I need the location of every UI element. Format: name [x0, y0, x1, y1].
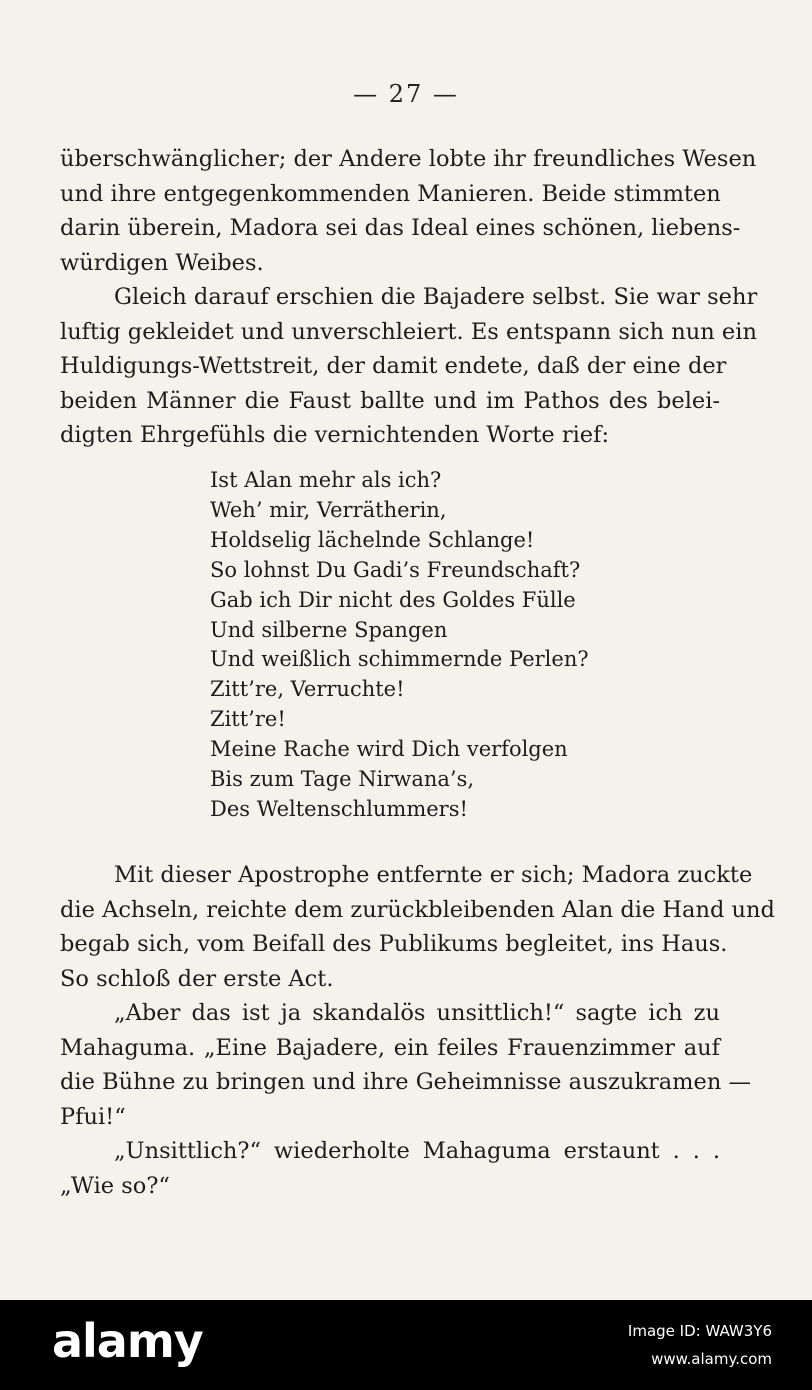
verse-line: Gab ich Dir nicht des Goldes Fülle — [210, 587, 576, 612]
text-line: beiden Männer die Faust ballte und im Pathos des belei- — [60, 387, 720, 414]
verse-line: Weh’ mir, Verrätherin, — [210, 497, 447, 522]
text-line: So schloß der erste Act. — [60, 965, 334, 992]
page-number: — 27 — — [353, 80, 459, 108]
text-line: überschwänglicher; der Andere lobte ihr freundliches Wesen — [60, 146, 757, 172]
text-line: begab sich, vom Beifall des Publikums begleitet, ins Haus. — [60, 931, 728, 958]
text-line: luftig gekleidet und unverschleiert. Es entspann sich nun ein — [60, 318, 757, 345]
verse-block — [210, 466, 589, 825]
alamy-logo: alamy — [52, 1314, 203, 1368]
text-line: „Aber das ist ja skandalös unsittlich!“ sagte ich zu — [114, 1000, 720, 1026]
text-line: die Bühne zu bringen und ihre Geheimnisse auszukramen — — [60, 1069, 751, 1096]
text-line: darin überein, Madora sei das Ideal eines schönen, liebens- — [60, 215, 741, 242]
text-line: „Unsittlich?“ wiederholte Mahaguma erstaunt . . . — [114, 1138, 720, 1164]
verse-line: Holdselig lächelnde Schlange! — [210, 527, 535, 552]
verse-line: Zitt’re! — [210, 707, 286, 732]
site-url: www.alamy.com — [651, 1350, 772, 1368]
text-line: digten Ehrgefühls die vernichtenden Worte rief: — [60, 422, 610, 449]
text-line: Pfui!“ — [60, 1103, 126, 1130]
text-line: „Wie so?“ — [60, 1172, 170, 1199]
paragraph-1 — [60, 142, 757, 280]
paragraph-3 — [60, 858, 775, 996]
text-line: Mit dieser Apostrophe entfernte er sich; Madora zuckte — [114, 862, 753, 888]
text-line: Mahaguma. „Eine Bajadere, ein feiles Frauenzimmer auf — [60, 1034, 720, 1061]
text-line: und ihre entgegenkommenden Manieren. Beide stimmten — [60, 180, 721, 207]
text-line: würdigen Weibes. — [60, 249, 264, 276]
paragraph-2 — [60, 280, 758, 453]
text-line: Gleich darauf erschien die Bajadere selbst. Sie war sehr — [114, 284, 758, 310]
verse-line: Bis zum Tage Nirwana’s, — [210, 767, 475, 792]
verse-line: Zitt’re, Verruchte! — [210, 677, 405, 702]
verse-line: So lohnst Du Gadi’s Freundschaft? — [210, 557, 581, 582]
verse-line: Und weißlich schimmernde Perlen? — [210, 647, 589, 672]
verse-line: Des Weltenschlummers! — [210, 796, 468, 821]
text-line: die Achseln, reichte dem zurückbleibenden Alan die Hand und — [60, 896, 775, 923]
text-line: Huldigungs-Wettstreit, der damit endete, daß der eine der — [60, 353, 727, 380]
paragraph-4 — [60, 996, 751, 1134]
verse-line: Und silberne Spangen — [210, 617, 448, 642]
image-id-label: Image ID: WAW3Y6 — [627, 1322, 772, 1340]
paragraph-5 — [60, 1134, 720, 1203]
verse-line: Meine Rache wird Dich verfolgen — [210, 737, 568, 762]
verse-line: Ist Alan mehr als ich? — [210, 468, 442, 492]
